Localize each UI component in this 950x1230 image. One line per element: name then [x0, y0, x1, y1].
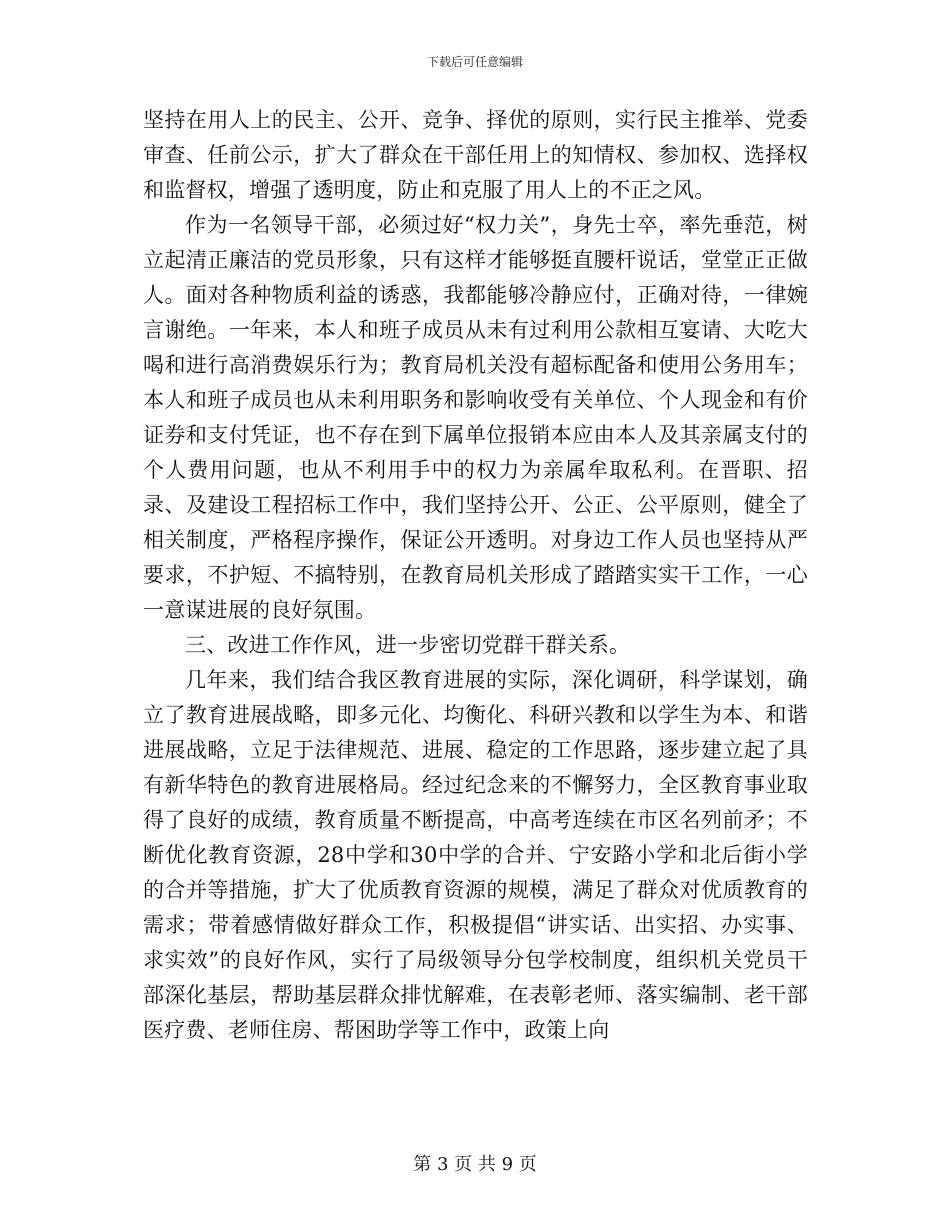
document-body — [143, 103, 808, 1048]
page-header: 下载后可任意编辑 — [426, 55, 523, 69]
paragraph-3: 几年来，我们结合我区教育进展的实际，深化调研，科学谋划，确立了教育进展战略，即多元化、均衡化、科研兴教和以学生为本、和谐进展战略，立足于法律规范、进展、稳定的工作思路，逐步建立起了具有新华特色的教育进展格局。经过纪念来的不懈努力，全区教育事业取得了良好的成绩，教育质量不断提高，中高考连续在市区名列前矛；不断优化教育资源，28中学和30中学的合并、宁安路小学和北后街小学的合并等措施，扩大了优质教育资源的规模，满足了群众对优质教育的需求；带着感情做好群众工作，积极提倡“讲实话、出实招、办实事、求实效”的良好作风，实行了局级领导分包学校制度，组织机关党员干部深化基层，帮助基层群众排忧解难，在表彰老师、落实编制、老干部医疗费、老师住房、帮困助学等工作中，政策上向 — [143, 668, 808, 1042]
paragraph-2: 作为一名领导干部，必须过好“权力关”，身先士卒，率先垂范，树立起清正廉洁的党员形象，只有这样才能够挺直腰杆说话，堂堂正正做人。面对各种物质利益的诱惑，我都能够冷静应付，正确对待，一律婉言谢绝。一年来，本人和班子成员从未有过利用公款相互宴请、大吃大喝和进行高消费娱乐行为；教育局机关没有超标配备和使用公务用车；本人和班子成员也从未利用职务和影响收受有关单位、个人现金和有价证券和支付凭证，也不存在到下属单位报销本应由本人及其亲属支付的个人费用问题，也从不利用手中的权力为亲属牟取私利。在晋职、招录、及建设工程招标工作中，我们坚持公开、公正、公平原则，健全了相关制度，严格程序操作，保证公开透明。对身边工作人员也坚持从严要求，不护短、不搞特别，在教育局机关形成了踏踏实实干工作，一心一意谋进展的良好氛围。 — [143, 213, 808, 622]
section-heading: 三、改进工作作风，进一步密切党群干群关系。 — [185, 633, 631, 657]
paragraph-1: 坚持在用人上的民主、公开、竞争、择优的原则，实行民主推举、党委审查、任前公示，扩大了群众在干部任用上的知情权、参加权、选择权和监督权，增强了透明度，防止和克服了用人上的不正之风。 — [143, 108, 808, 202]
page-number: 第 3 页 共 9 页 — [413, 1154, 537, 1175]
